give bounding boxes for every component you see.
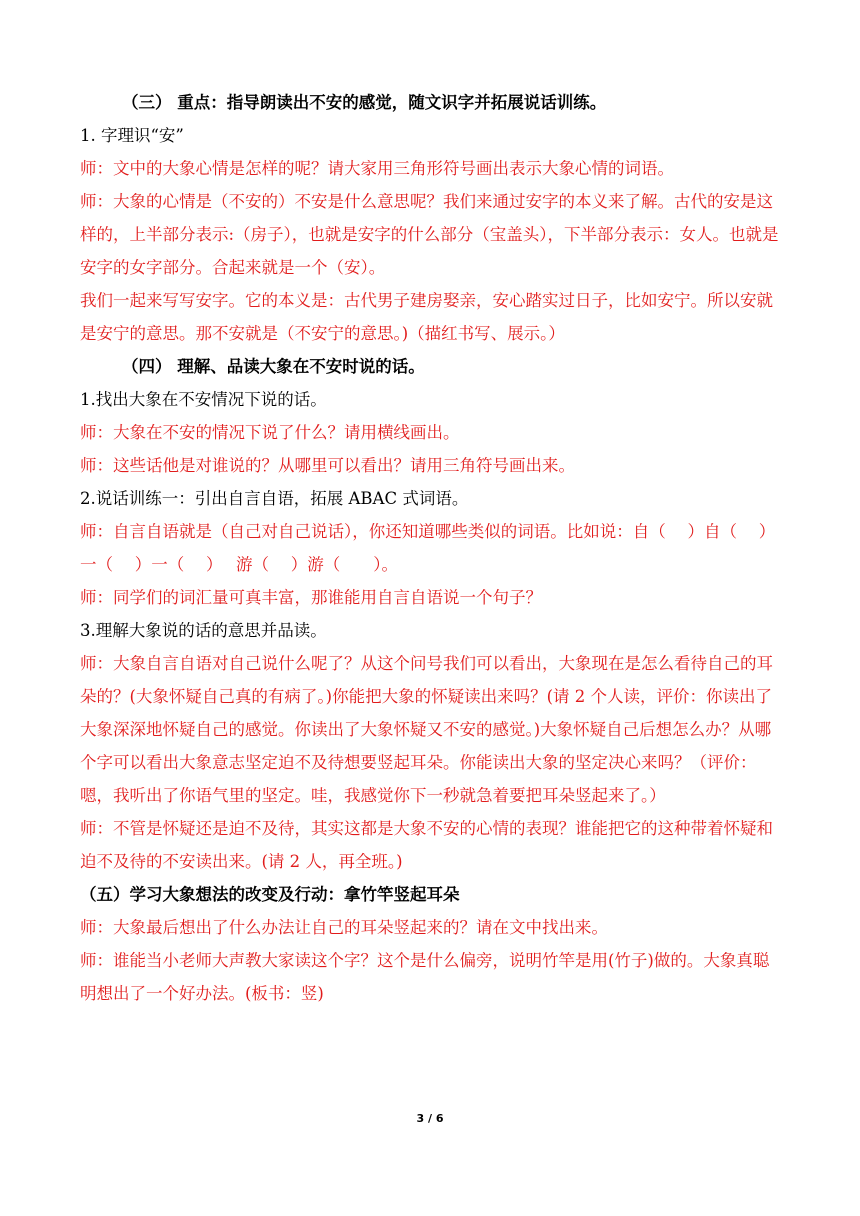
teacher-line: 师：不管是怀疑还是迫不及待，其实这都是大象不安的心情的表现？谁能把它的这种带着怀疑和迫不及待的不安读出来。(请 2 人，再全班。) [80,819,773,871]
subheading: 1.找出大象在不安情况下说的话。 [80,390,327,409]
subheading: 1. 字理识“安” [80,126,184,145]
teacher-line: 师：同学们的词汇量可真丰富，那谁能用自言自语说一个句子？ [80,588,542,607]
teacher-line: 师：文中的大象心情是怎样的呢？请大家用三角形符号画出表示大象心情的词语。 [80,159,674,178]
section-heading-3: （三） 重点：指导朗读出不安的感觉，随文识字并拓展说话训练。 [122,93,607,112]
teacher-line: 师：谁能当小老师大声教大家读这个字？这个是什么偏旁，说明竹竿是用(竹子)做的。大象真聪明想出了一个好办法。(板书：竖) [80,951,770,1003]
teacher-line: 我们一起来写写安字。它的本义是：古代男子建房娶亲，安心踏实过日子，比如安宁。所以安就是安宁的意思。那不安就是（不安宁的意思。)（描红书写、展示。） [80,291,773,343]
subheading: 2.说话训练一：引出自言自语，拓展 ABAC 式词语。 [80,489,469,508]
subheading: 3.理解大象说的话的意思并品读。 [80,621,327,640]
teacher-line: 师：大象自言自语对自己说什么呢了？从这个问号我们可以看出，大象现在是怎么看待自己的耳朵的？(大象怀疑自己真的有病了。)你能把大象的怀疑读出来吗？(请 2 个人读，评价：你读出了大象深深地怀疑自己的感觉。你读出了大象怀疑又不安的感觉。)大象怀疑自己后想怎么办？从哪个字可以看出大象意志坚定迫不及待想要竖起耳朵。你能读出大象的坚定决心来吗？（评价：嗯，我听出了你语气里的坚定。哇，我感觉你下一秒就急着要把耳朵竖起来了。） [80,654,773,805]
teacher-line: 师：这些话他是对谁说的？从哪里可以看出？请用三角符号画出来。 [80,456,575,475]
section-heading-4: （四） 理解、品读大象在不安时说的话。 [122,357,425,376]
document-body [80,86,782,1010]
teacher-line: 师：自言自语就是（自己对自己说话），你还知道哪些类似的词语。比如说：自（ ）自（ ）一（ ）一（ ） 游（ ）游（ ）。 [80,522,776,574]
teacher-line: 师：大象最后想出了什么办法让自己的耳朵竖起来的？请在文中找出来。 [80,918,608,937]
section-heading-5: （五）学习大象想法的改变及行动：拿竹竿竖起耳朵 [80,885,460,904]
teacher-line: 师：大象在不安的情况下说了什么？请用横线画出。 [80,423,460,442]
page-number: 3 / 6 [416,1112,444,1125]
teacher-line: 师：大象的心情是（不安的）不安是什么意思呢？我们来通过安字的本义来了解。古代的安是这样的，上半部分表示:（房子），也就是安字的什么部分（宝盖头），下半部分表示：女人。也就是安字的女字部分。合起来就是一个（安）。 [80,192,779,277]
